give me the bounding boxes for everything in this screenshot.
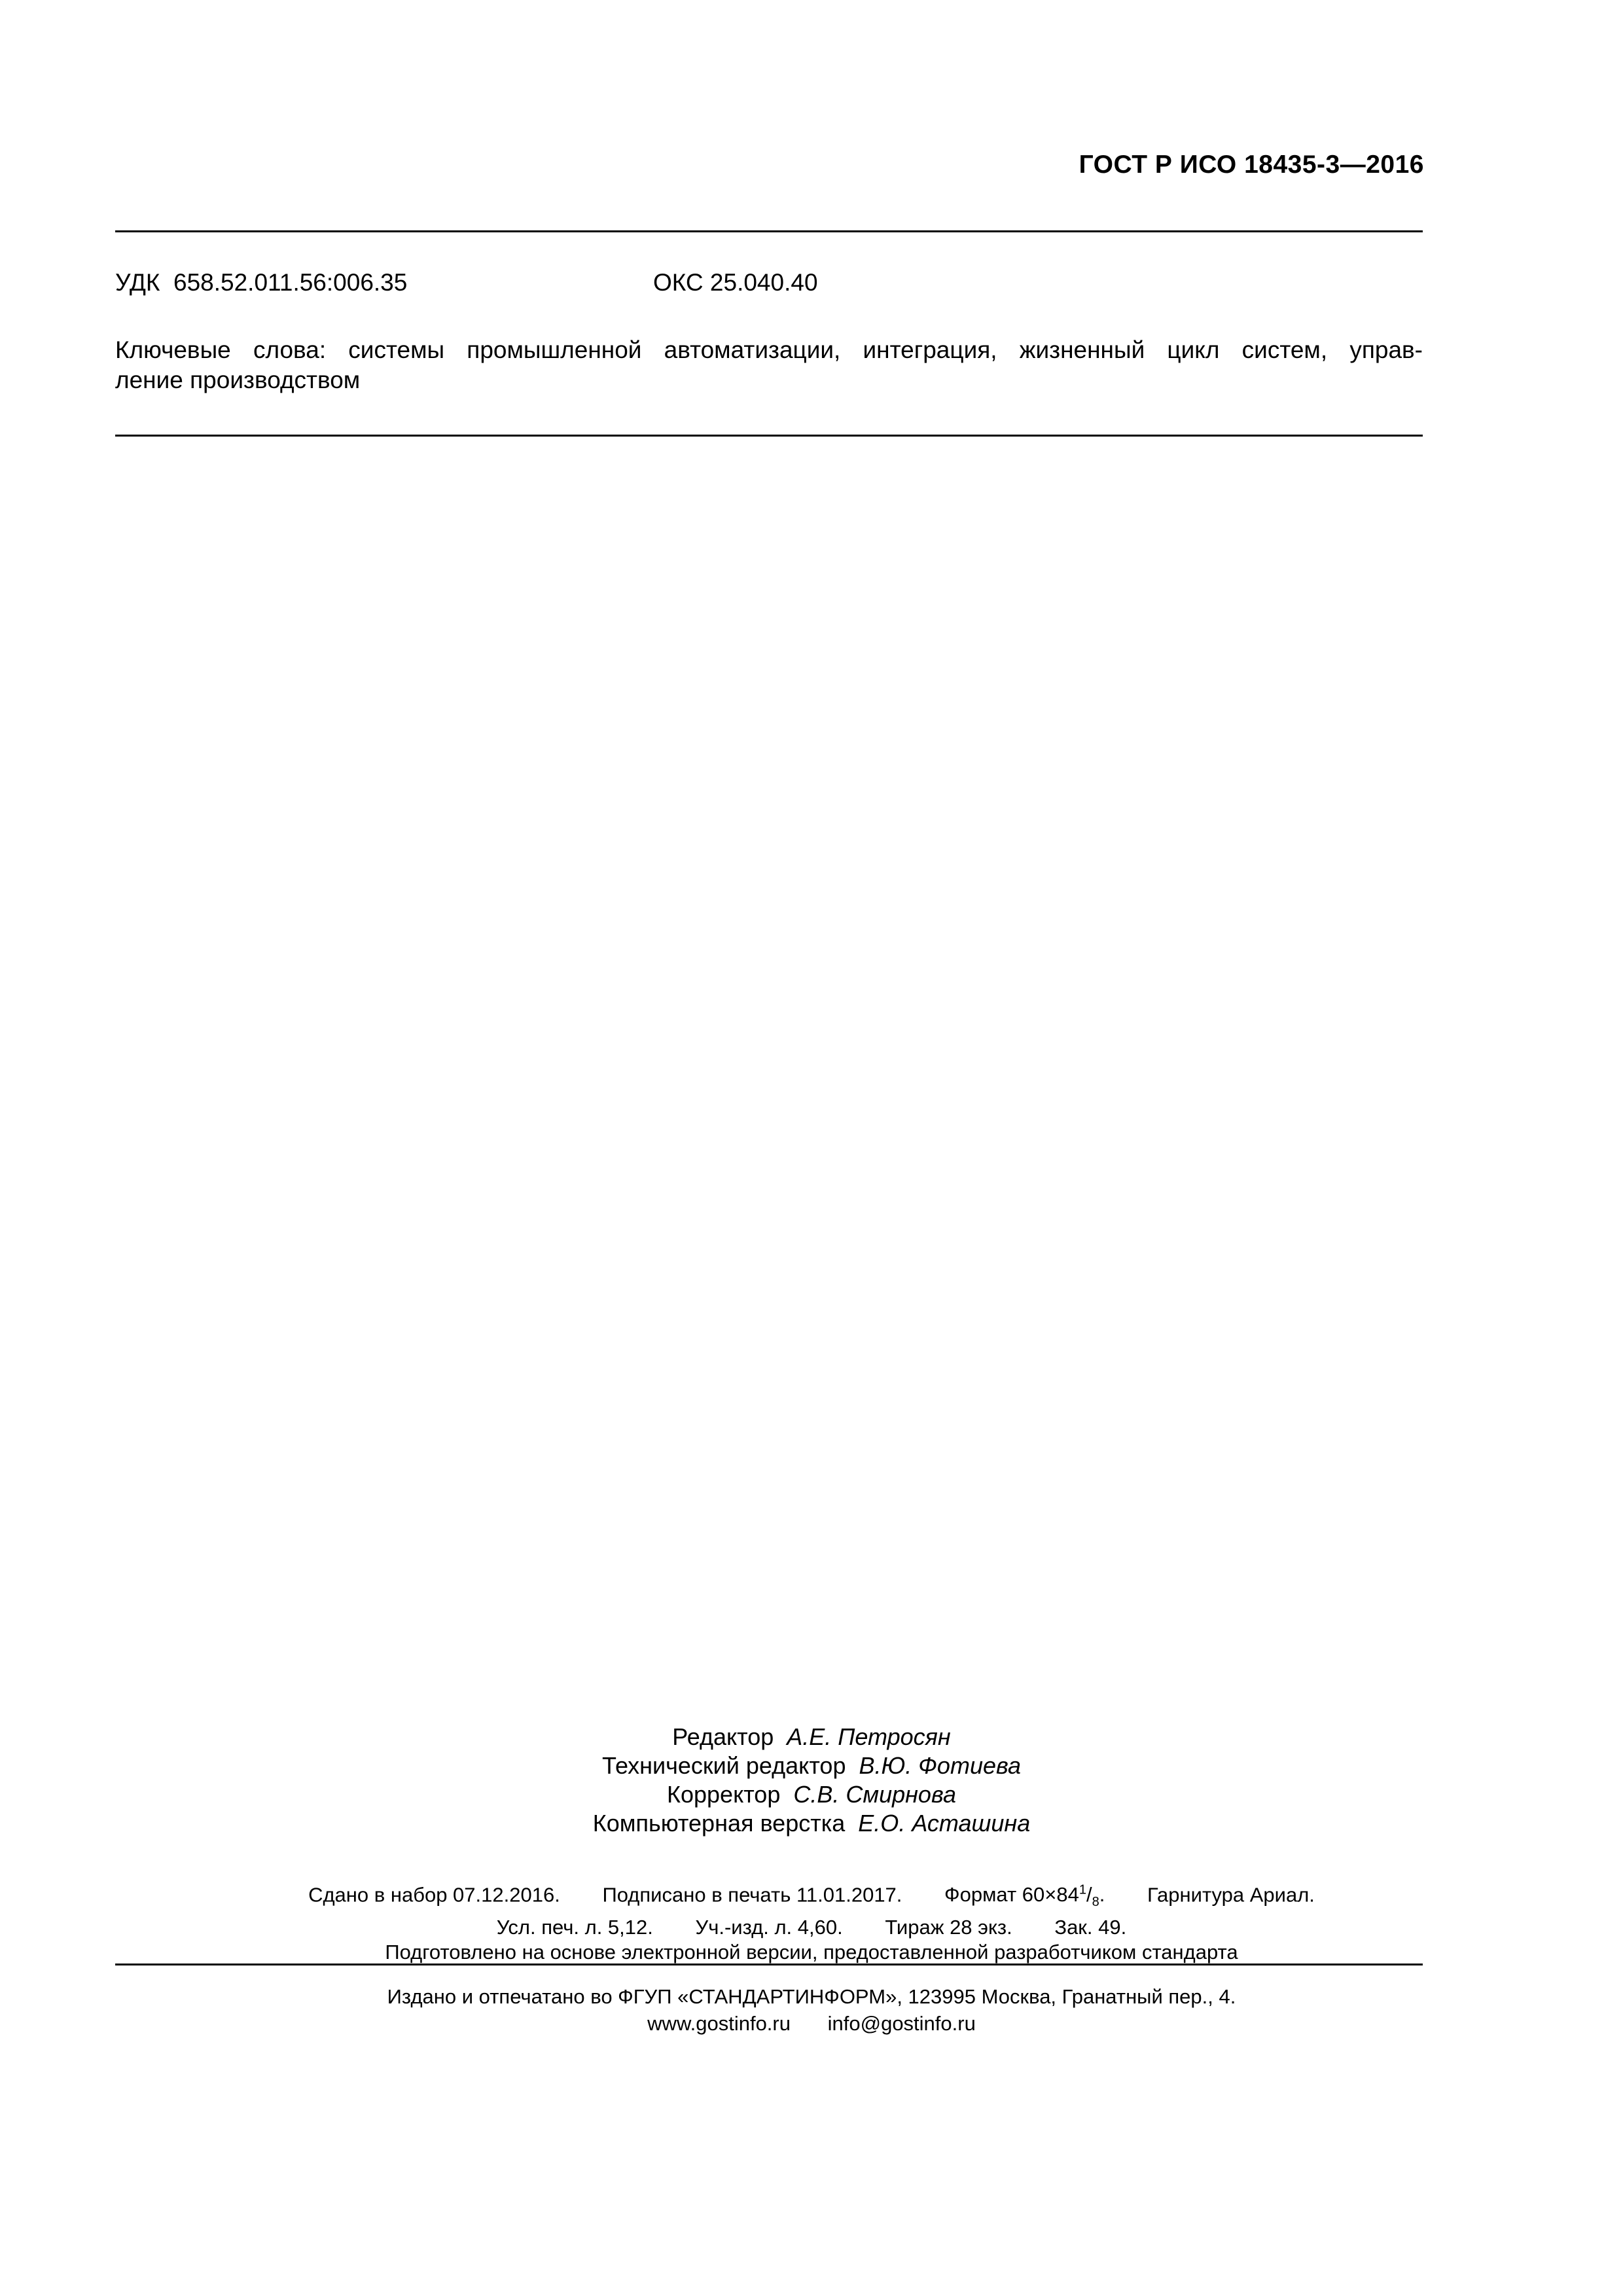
credit-tech-editor <box>0 1751 1623 1780</box>
website-link[interactable]: www.gostinfo.ru <box>647 2012 791 2035</box>
udk-code: УДК 658.52.011.56:006.35 <box>115 269 408 296</box>
publisher-block <box>0 1983 1623 2037</box>
document-number: ГОСТ Р ИСО 18435-3—2016 <box>1079 151 1424 179</box>
keywords-line-2: ление производством <box>115 367 361 393</box>
corrector-name: С.В. Смирнова <box>793 1781 956 1808</box>
keywords-block <box>115 335 1423 395</box>
typeface: Гарнитура Ариал. <box>1147 1883 1315 1907</box>
print-run: Тираж 28 экз. <box>885 1915 1012 1939</box>
publishing-sheets: Уч.-изд. л. 4,60. <box>695 1915 843 1939</box>
credit-corrector <box>0 1780 1623 1809</box>
editor-name: А.Е. Петросян <box>787 1723 951 1750</box>
imprint-line-2 <box>0 1915 1623 1940</box>
editor-role: Редактор <box>672 1723 774 1750</box>
credit-layout <box>0 1809 1623 1838</box>
imprint-line-1 <box>0 1878 1623 1915</box>
oks-code: ОКС 25.040.40 <box>653 269 818 296</box>
corrector-role: Корректор <box>667 1781 781 1808</box>
imprint-block <box>0 1878 1623 1965</box>
credit-editor <box>0 1723 1623 1751</box>
format-prefix: Формат 60×84 <box>944 1883 1079 1907</box>
print-sheets: Усл. печ. л. 5,12. <box>496 1915 653 1939</box>
format-suffix: . <box>1099 1883 1105 1907</box>
publisher-line: Издано и отпечатано во ФГУП «СТАНДАРТИНФОРМ», 123995 Москва, Гранатный пер., 4. <box>387 1985 1236 2008</box>
credits-block <box>0 1723 1623 1838</box>
publisher-contacts <box>0 2010 1623 2037</box>
order-number: Зак. 49. <box>1054 1915 1127 1939</box>
format-numerator: 1 <box>1079 1883 1086 1897</box>
header-divider <box>115 230 1423 232</box>
keywords-divider <box>115 435 1423 437</box>
layout-name: Е.О. Асташина <box>858 1810 1031 1837</box>
prepared-note: Подготовлено на основе электронной версии, предоставленной разработчиком стандарта <box>385 1940 1238 1964</box>
email-link[interactable]: info@gostinfo.ru <box>827 2012 976 2035</box>
format-denominator: 8 <box>1092 1895 1099 1910</box>
footer-divider <box>115 1964 1423 1965</box>
tech-editor-name: В.Ю. Фотиева <box>859 1752 1022 1779</box>
tech-editor-role: Технический редактор <box>601 1752 846 1779</box>
signed-date: Подписано в печать 11.01.2017. <box>602 1883 902 1907</box>
set-date: Сдано в набор 07.12.2016. <box>308 1883 560 1907</box>
paper-format: Формат $60\times 84^1/_8$. <box>944 1883 1105 1910</box>
keywords-line-1: Ключевые слова: системы промышленной автоматизации, интеграция, жизненный цикл систем, управ- <box>115 336 1423 363</box>
layout-role: Компьютерная верстка <box>592 1810 846 1837</box>
